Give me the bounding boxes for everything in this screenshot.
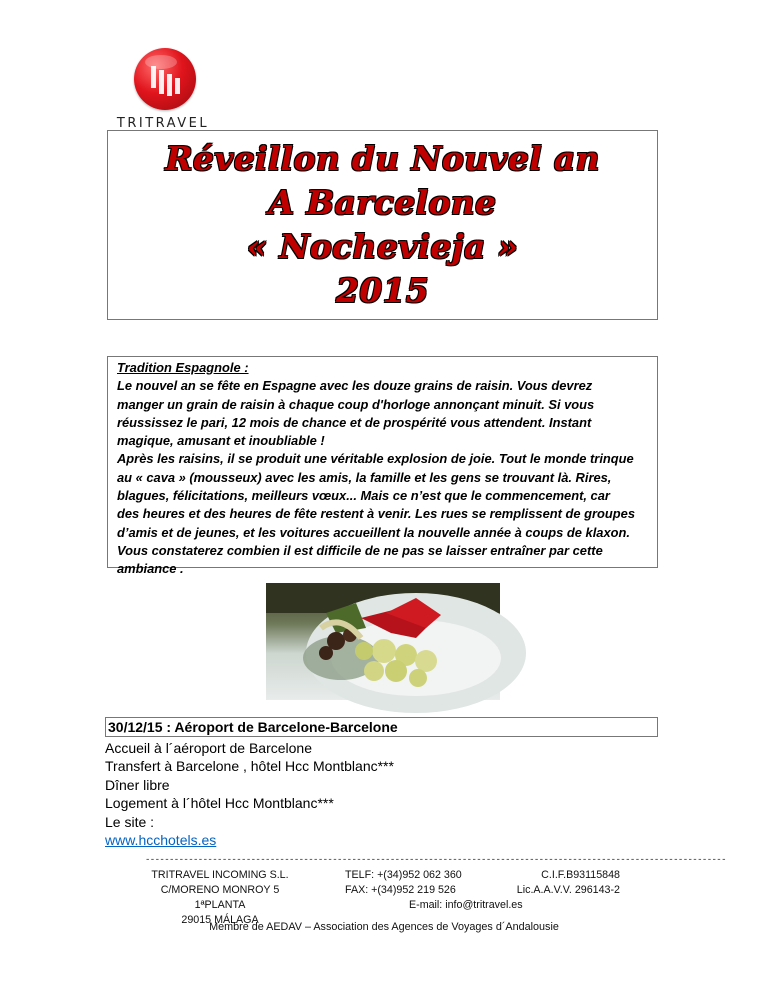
footer-company <box>140 868 300 928</box>
tradition-line: ambiance . <box>117 561 184 577</box>
tradition-line: magique, amusant et inoubliable ! <box>117 433 325 449</box>
fax: FAX: +(34)952 219 526 <box>345 884 456 896</box>
telephone: TELF: +(34)952 062 360 <box>345 869 462 881</box>
tradition-line: manger un grain de raisin à chaque coup d'horloge annonçant minuit. Si vous <box>117 396 595 412</box>
tradition-line: Après les raisins, il se produit une véritable explosion de joie. Tout le monde trinque <box>117 451 634 467</box>
email-line: E-mail: info@tritravel.es <box>409 899 523 911</box>
itinerary-line: Logement à l´hôtel Hcc Montblanc*** <box>105 795 334 812</box>
licence-number: Lic.A.A.V.V. 296143-2 <box>516 884 620 896</box>
day-heading: 30/12/15 : Aéroport de Barcelone-Barcelone <box>108 719 398 735</box>
logo-wordmark: TRITRAVEL <box>116 116 210 131</box>
tradition-line: blagues, félicitations, meilleurs vœux... Mais ce n’est que le commencement, car <box>117 488 610 504</box>
itinerary-line: Le site : <box>105 813 155 830</box>
itinerary-line: Accueil à l´aéroport de Barcelone <box>105 740 313 756</box>
tradition-heading: Tradition Espagnole : <box>117 360 249 375</box>
title-line-3: « Nochevieja » <box>246 227 519 266</box>
tritravel-logo-icon <box>134 48 196 110</box>
title-line-4: 2015 <box>335 271 430 310</box>
day-itinerary <box>105 739 394 849</box>
tradition-line: d’amis et de jeunes, et les voitures accueillent la nouvelle année à coups de klaxon. <box>117 524 630 540</box>
footer-contact <box>345 868 620 913</box>
footer-divider: ------------------------------------------------------------------------------------------------------------------------- <box>145 855 726 865</box>
title-line-2: A Barcelone <box>268 183 497 222</box>
itinerary-line: Transfert à Barcelone , hôtel Hcc Montblanc*** <box>105 758 394 775</box>
cif-number: C.I.F.B93115848 <box>541 869 620 881</box>
itinerary-line: Dîner libre <box>105 776 170 793</box>
tradition-line: au « cava » (mousseux) avec les amis, la famille et les gens se trouvant là. Rires, <box>117 469 612 485</box>
tradition-line: Le nouvel an se fête en Espagne avec les douze grains de raisin. Vous devrez <box>117 378 593 394</box>
company-address: C/MORENO MONROY 5 1ªPLANTA <box>160 884 280 911</box>
day-heading-box <box>105 717 658 737</box>
membership-note: Membre de AEDAV – Association des Agences de Voyages d´Andalousie <box>209 921 559 933</box>
tradition-box <box>107 356 658 577</box>
company-name: TRITRAVEL INCOMING S.L. <box>151 869 289 881</box>
hotel-website-link[interactable]: www.hcchotels.es <box>105 832 217 849</box>
grapes-plate-photo <box>266 583 500 700</box>
tradition-line: des heures et des heures de fête restent à venir. Les rues se remplissent de groupes <box>117 506 635 522</box>
company-city: 29015 MÁLAGA <box>181 914 259 926</box>
tradition-line: Vous constaterez combien il est difficile de ne pas se laisser entraîner par cette <box>117 542 603 558</box>
title-box <box>107 130 658 320</box>
tritravel-logo <box>108 48 218 132</box>
title-line-1: Réveillon du Nouvel an <box>165 139 600 178</box>
tradition-line: réussissez le pari, 12 mois de chance et de prospérité vous attendent. Instant <box>117 414 592 430</box>
